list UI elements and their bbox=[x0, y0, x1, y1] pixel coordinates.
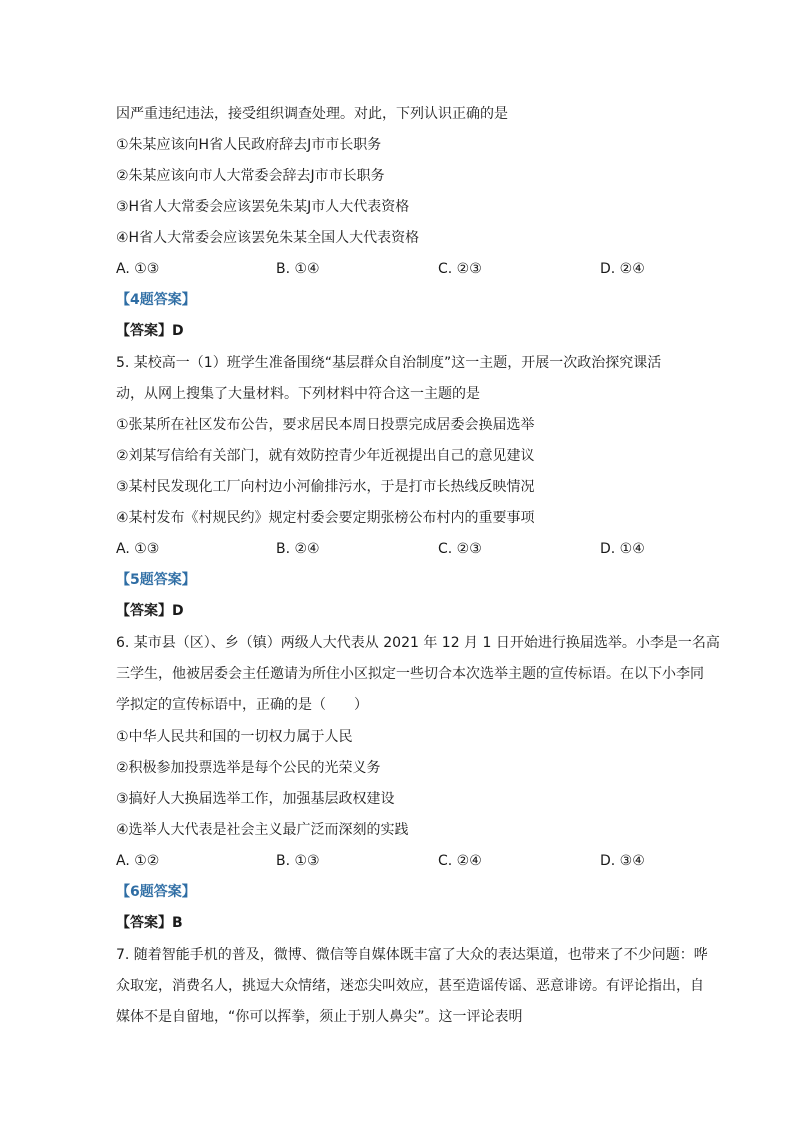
q4-options bbox=[116, 259, 676, 279]
q4-option-a: A. ①③ bbox=[116, 261, 160, 277]
q5-answer: 【答案】D bbox=[116, 603, 184, 619]
q6-option-a: A. ①② bbox=[116, 853, 160, 869]
q5-item-2: ②刘某写信给有关部门，就有效防控青少年近视提出自己的意见建议 bbox=[116, 448, 535, 464]
q5-answer-tag: 【5题答案】 bbox=[116, 572, 196, 588]
q4-option-c: C. ②③ bbox=[438, 261, 482, 277]
q6-stem-2: 三学生，他被居委会主任邀请为所住小区拟定一些切合本次选举主题的宣传标语。在以下小李同 bbox=[116, 666, 704, 682]
q5-item-1: ①张某所在社区发布公告，要求居民本周日投票完成居委会换届选举 bbox=[116, 417, 535, 433]
q6-item-2: ②积极参加投票选举是每个公民的光荣义务 bbox=[116, 760, 381, 776]
q5-option-b: B. ②④ bbox=[276, 541, 320, 557]
q6-stem-3: 学拟定的宣传标语中，正确的是（ ） bbox=[116, 697, 368, 713]
q4-answer-tag: 【4题答案】 bbox=[116, 292, 196, 308]
q7-stem-1: 7. 随着智能手机的普及，微博、微信等自媒体既丰富了大众的表达渠道，也带来了不少问题：哗 bbox=[116, 947, 708, 963]
q6-options bbox=[116, 851, 676, 871]
q6-item-1: ①中华人民共和国的一切权力属于人民 bbox=[116, 729, 353, 745]
q4-option-d: D. ②④ bbox=[600, 261, 645, 277]
q7-stem-2: 众取宠，消费名人，挑逗大众情绪，迷恋尖叫效应，甚至造谣传谣、恶意诽谤。有评论指出，自 bbox=[116, 978, 704, 994]
q6-option-d: D. ③④ bbox=[600, 853, 645, 869]
q6-answer: 【答案】B bbox=[116, 915, 183, 931]
q4-stem: 因严重违纪违法，接受组织调查处理。对此，下列认识正确的是 bbox=[116, 106, 508, 122]
q6-option-c: C. ②④ bbox=[438, 853, 482, 869]
q4-option-b: B. ①④ bbox=[276, 261, 320, 277]
q5-options bbox=[116, 539, 676, 559]
q4-item-2: ②朱某应该向市人大常委会辞去J市市长职务 bbox=[116, 168, 385, 184]
q5-option-a: A. ①③ bbox=[116, 541, 160, 557]
q5-stem-2: 动，从网上搜集了大量材料。下列材料中符合这一主题的是 bbox=[116, 386, 480, 402]
q6-item-3: ③搞好人大换届选举工作，加强基层政权建设 bbox=[116, 791, 395, 807]
q5-item-3: ③某村民发现化工厂向村边小河偷排污水，于是打市长热线反映情况 bbox=[116, 479, 535, 495]
q6-item-4: ④选举人大代表是社会主义最广泛而深刻的实践 bbox=[116, 822, 409, 838]
q5-option-d: D. ①④ bbox=[600, 541, 645, 557]
q6-option-b: B. ①③ bbox=[276, 853, 320, 869]
q4-answer: 【答案】D bbox=[116, 323, 184, 339]
q5-stem-1: 5. 某校高一（1）班学生准备围绕“基层群众自治制度”这一主题，开展一次政治探究课活 bbox=[116, 355, 662, 371]
q5-option-c: C. ②③ bbox=[438, 541, 482, 557]
q4-item-4: ④H省人大常委会应该罢免朱某全国人大代表资格 bbox=[116, 230, 420, 246]
q4-item-3: ③H省人大常委会应该罢免朱某J市人大代表资格 bbox=[116, 199, 410, 215]
q6-stem-1: 6. 某市县（区）、乡（镇）两级人大代表从 2021 年 12 月 1 日开始进行换届选举。小李是一名高 bbox=[116, 635, 720, 651]
q5-item-4: ④某村发布《村规民约》规定村委会要定期张榜公布村内的重要事项 bbox=[116, 510, 535, 526]
q4-item-1: ①朱某应该向H省人民政府辞去J市市长职务 bbox=[116, 137, 382, 153]
q7-stem-3: 媒体不是自留地，“你可以挥拳，须止于别人鼻尖”。这一评论表明 bbox=[116, 1009, 523, 1025]
q6-answer-tag: 【6题答案】 bbox=[116, 884, 196, 900]
